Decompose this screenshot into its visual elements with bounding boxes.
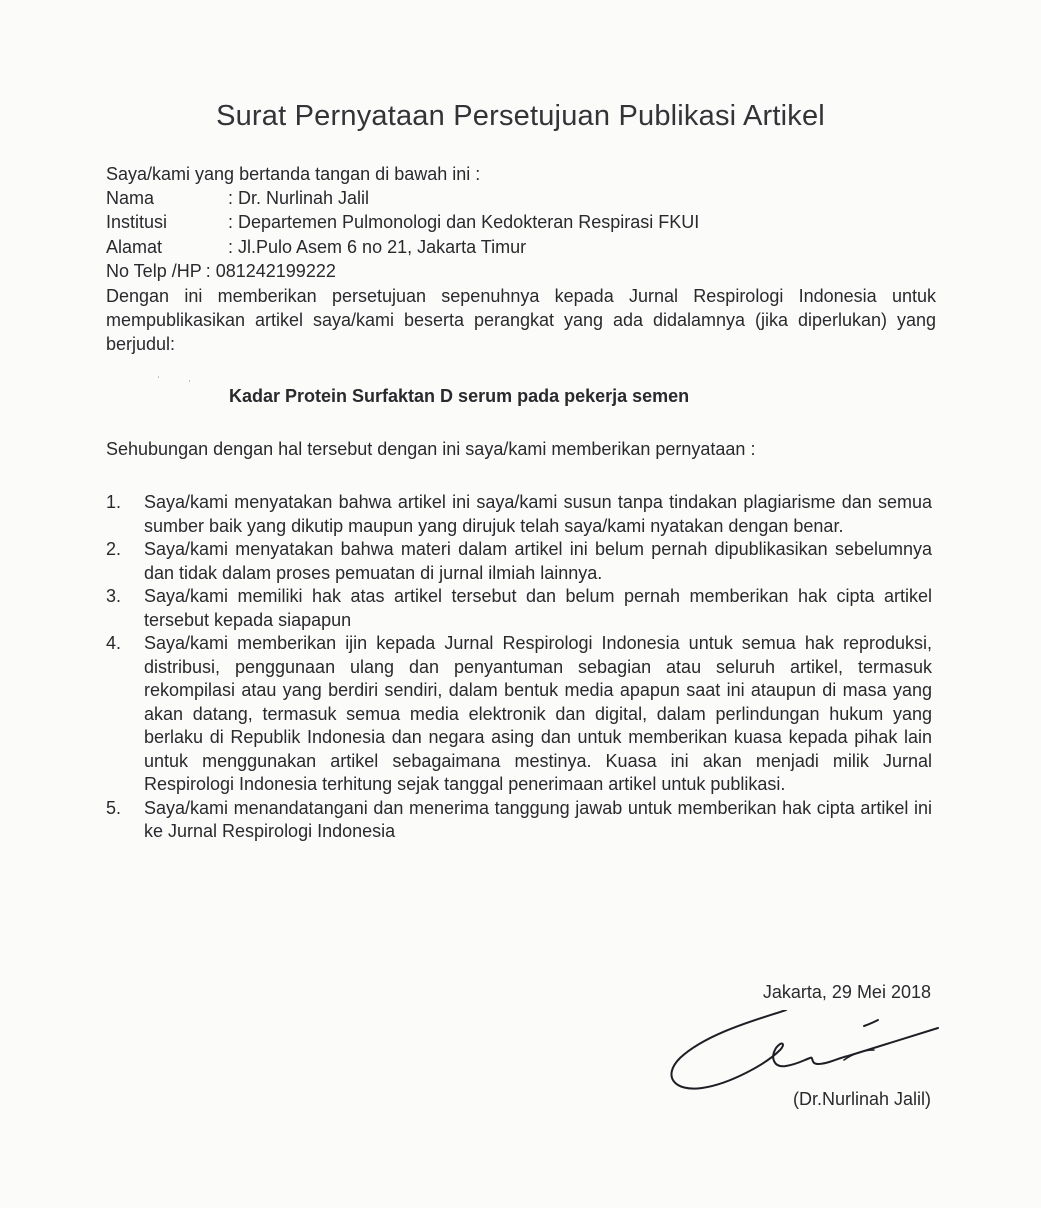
field-institution-label: Institusi	[106, 212, 168, 232]
statement-intro: Sehubungan dengan hal tersebut dengan ini saya/kami memberikan pernyataan :	[106, 439, 756, 459]
statement-text: Saya/kami memiliki hak atas artikel tersebut dan belum pernah memberikan hak cipta artikel tersebut kepada siapapun	[144, 586, 932, 630]
field-name	[106, 186, 369, 210]
signer-name: (Dr.Nurlinah Jalil)	[792, 1089, 931, 1109]
scan-speck: ˈ	[188, 380, 192, 391]
statement-text: Saya/kami menandatangani dan menerima tanggung jawab untuk memberikan hak cipta artikel ini ke Jurnal Respirologi Indonesia	[144, 797, 932, 841]
field-address-label: Alamat	[106, 237, 163, 257]
field-address	[106, 235, 526, 259]
statement-number: 2.	[106, 539, 122, 559]
statement-number: 5.	[106, 797, 122, 818]
field-institution	[106, 210, 699, 234]
statement-number: 3.	[106, 586, 122, 606]
statement-text: Saya/kami memberikan ijin kepada Jurnal Respirologi Indonesia untuk semua hak reproduksi, distribusi, penggunaan ulang dan penyantuman sebagian atau seluruh artikel, termasuk rekompilasi atau yang berdiri sendiri, dalam bentuk media apapun saat ini ataupun di masa yang akan datang, termasuk semua media elektronik dan digital, dalam perlindungan hukum yang berlaku di Republik Indonesia dan negara asing dan untuk memberikan kuasa kepada pihak lain untuk menggunakan artikel sebagaimana mestinya. Kuasa ini akan menjadi milik Jurnal Respirologi Indonesia terhitung sejak tanggal penerimaan artikel untuk publikasi.	[144, 633, 932, 794]
statement-number: 4.	[106, 633, 122, 653]
field-phone-label: No Telp /HP	[106, 261, 202, 281]
intro-line: Saya/kami yang bertanda tangan di bawah ini :	[106, 164, 481, 184]
place-date: Jakarta, 29 Mei 2018	[762, 982, 931, 1002]
statement-item	[106, 538, 932, 585]
field-address-value: : Jl.Pulo Asem 6 no 21, Jakarta Timur	[228, 237, 527, 257]
field-phone-value: : 081242199222	[205, 261, 336, 281]
field-name-value: : Dr. Nurlinah Jalil	[228, 188, 370, 208]
field-name-label: Nama	[106, 188, 155, 208]
field-phone	[106, 259, 336, 283]
article-title: Kadar Protein Surfaktan D serum pada pekerja semen	[229, 386, 690, 406]
statement-list	[106, 491, 932, 844]
statement-item	[106, 632, 932, 797]
field-institution-value: : Departemen Pulmonologi dan Kedokteran Respirasi FKUI	[228, 212, 700, 232]
scan-speck: ˈ	[157, 376, 161, 387]
statement-item	[106, 585, 932, 632]
statement-text: Saya/kami menyatakan bahwa artikel ini saya/kami susun tanpa tindakan plagiarisme dan semua sumber baik yang dikutip maupun yang dirujuk telah saya/kami nyatakan dengan benar.	[144, 492, 932, 536]
statement-text: Saya/kami menyatakan bahwa materi dalam artikel ini belum pernah dipublikasikan sebelumnya dan tidak dalam proses pemuatan di jurnal ilmiah lainnya.	[144, 539, 932, 583]
statement-number: 1.	[106, 492, 122, 512]
consent-paragraph: Dengan ini memberikan persetujuan sepenuhnya kepada Jurnal Respirologi Indonesia untuk mempublikasikan artikel saya/kami beserta perangkat yang ada didalamnya (jika diperlukan) yang berjudul:	[106, 286, 936, 354]
statement-item	[106, 491, 932, 538]
statement-item	[106, 797, 932, 844]
document-title: Surat Pernyataan Persetujuan Publikasi Artikel	[216, 100, 825, 132]
handwritten-signature	[668, 1010, 958, 1100]
